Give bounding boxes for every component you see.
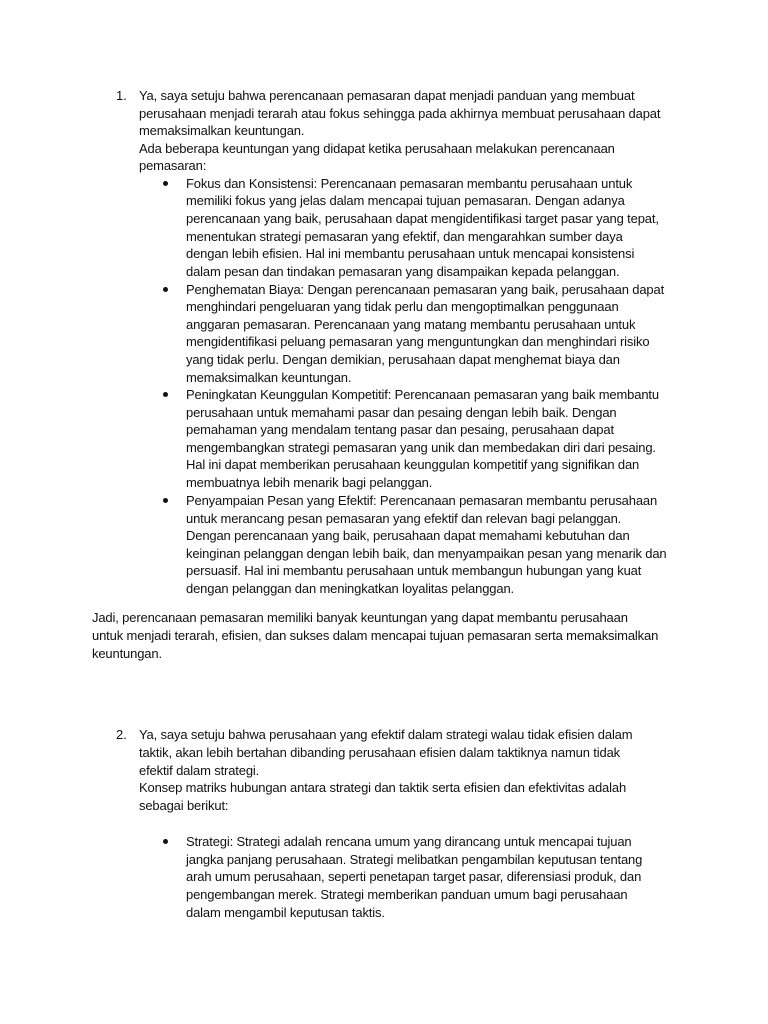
bullet-text-line: menentukan strategi pemasaran yang efektif, dan mengarahkan sumber daya [186, 229, 623, 244]
bullet-text-line: pengembangan merek. Strategi memberikan panduan umum bagi perusahaan [186, 887, 628, 902]
bullet-text-line: Dengan perencanaan yang baik, perusahaan dapat memahami kebutuhan dan [186, 528, 630, 543]
bullet-text-line: dalam mengambil keputusan taktis. [186, 905, 385, 920]
bullet-text-line: Strategi: Strategi adalah rencana umum yang dirancang untuk mencapai tujuan [186, 834, 632, 849]
section-1-intro-line: perusahaan menjadi terarah atau fokus sehingga pada akhirnya membuat perusahaan dapat [139, 106, 661, 121]
bullet-text-line: dengan pelanggan dan meningkatkan loyalitas pelanggan. [186, 581, 515, 596]
bullet-icon [163, 392, 168, 397]
bullet-icon [163, 839, 168, 844]
bullet-icon [163, 498, 168, 503]
section-1-intro-line: memaksimalkan keuntungan. [139, 123, 305, 138]
bullet-text-line: keinginan pelanggan dengan lebih baik, dan menyampaikan pesan yang menarik dan [186, 546, 667, 561]
section-2-intro-line: Ya, saya setuju bahwa perusahaan yang efektif dalam strategi walau tidak efisien dalam [139, 727, 633, 742]
section-1-intro-line: pemasaran: [139, 158, 207, 173]
section-1-intro-line: Ya, saya setuju bahwa perencanaan pemasaran dapat menjadi panduan yang membuat [139, 88, 635, 103]
bullet-text-line: Penyampaian Pesan yang Efektif: Perencanaan pemasaran membantu perusahaan [186, 493, 658, 508]
bullet-text-line: untuk merancang pesan pemasaran yang efektif dan relevan bagi pelanggan. [186, 511, 622, 526]
bullet-text-line: dalam pesan dan tindakan pemasaran yang disampaikan kepada pelanggan. [186, 264, 620, 279]
bullet-text-line: jangka panjang perusahaan. Strategi melibatkan pengambilan keputusan tentang [186, 852, 643, 867]
bullet-text-line: Fokus dan Konsistensi: Perencanaan pemasaran membantu perusahaan untuk [186, 176, 633, 191]
bullet-text-line: arah umum perusahaan, seperti penetapan target pasar, diferensiasi produk, dan [186, 869, 642, 884]
bullet-text-line: perusahaan untuk memahami pasar dan pesaing dengan lebih baik. Dengan [186, 405, 617, 420]
section-2-intro-line: sebagai berikut: [139, 798, 229, 813]
bullet-text-line: mengembangkan strategi pemasaran yang unik dan membedakan diri dari pesaing. [186, 440, 656, 455]
bullet-text-line: pemahaman yang mendalam tentang pasar dan pesaing, perusahaan dapat [186, 422, 614, 437]
bullet-text-line: membuatnya lebih menarik bagi pelanggan. [186, 475, 433, 490]
bullet-text-line: persuasif. Hal ini membantu perusahaan untuk membangun hubungan yang kuat [186, 563, 642, 578]
bullet-text-line: mengidentifikasi peluang pemasaran yang menguntungkan dan menghindari risiko [186, 334, 650, 349]
section-1-intro-line: Ada beberapa keuntungan yang didapat ketika perusahaan melakukan perencanaan [139, 141, 615, 156]
bullet-icon [163, 181, 168, 186]
section-2-intro-line: taktik, akan lebih bertahan dibanding perusahaan efisien dalam taktiknya namun tidak [139, 745, 621, 760]
bullet-text-line: perencanaan yang baik, perusahaan dapat mengidentifikasi target pasar yang tepat, [186, 211, 659, 226]
section-2-intro-line: Konsep matriks hubungan antara strategi dan taktik serta efisien dan efektivitas adalah [139, 780, 627, 795]
bullet-icon [163, 287, 168, 292]
bullet-text-line: Hal ini dapat memberikan perusahaan keunggulan kompetitif yang signifikan dan [186, 457, 640, 472]
bullet-text-line: menghindari pengeluaran yang tidak perlu dan mengoptimalkan penggunaan [186, 299, 619, 314]
bullet-text-line: Peningkatan Keunggulan Kompetitif: Perencanaan pemasaran yang baik membantu [186, 387, 659, 402]
bullet-text-line: memiliki fokus yang jelas dalam mencapai tujuan pemasaran. Dengan adanya [186, 193, 625, 208]
conclusion-line: Jadi, perencanaan pemasaran memiliki banyak keuntungan yang dapat membantu perusahaan [92, 610, 628, 625]
bullet-text-line: anggaran pemasaran. Perencanaan yang matang membantu perusahaan untuk [186, 317, 636, 332]
bullet-text-line: yang tidak perlu. Dengan demikian, perusahaan dapat menghemat biaya dan [186, 352, 620, 367]
bullet-text-line: memaksimalkan keuntungan. [186, 370, 352, 385]
section-2-number: 2. [116, 727, 127, 742]
conclusion-line: untuk menjadi terarah, efisien, dan sukses dalam mencapai tujuan pemasaran serta memaksimalkan [92, 628, 659, 643]
bullet-text-line: dengan lebih efisien. Hal ini membantu perusahaan untuk mencapai konsistensi [186, 246, 635, 261]
conclusion-line: keuntungan. [92, 646, 162, 661]
section-2-intro-line: efektif dalam strategi. [139, 763, 260, 778]
bullet-text-line: Penghematan Biaya: Dengan perencanaan pemasaran yang baik, perusahaan dapat [186, 282, 665, 297]
section-1-number: 1. [116, 88, 127, 103]
